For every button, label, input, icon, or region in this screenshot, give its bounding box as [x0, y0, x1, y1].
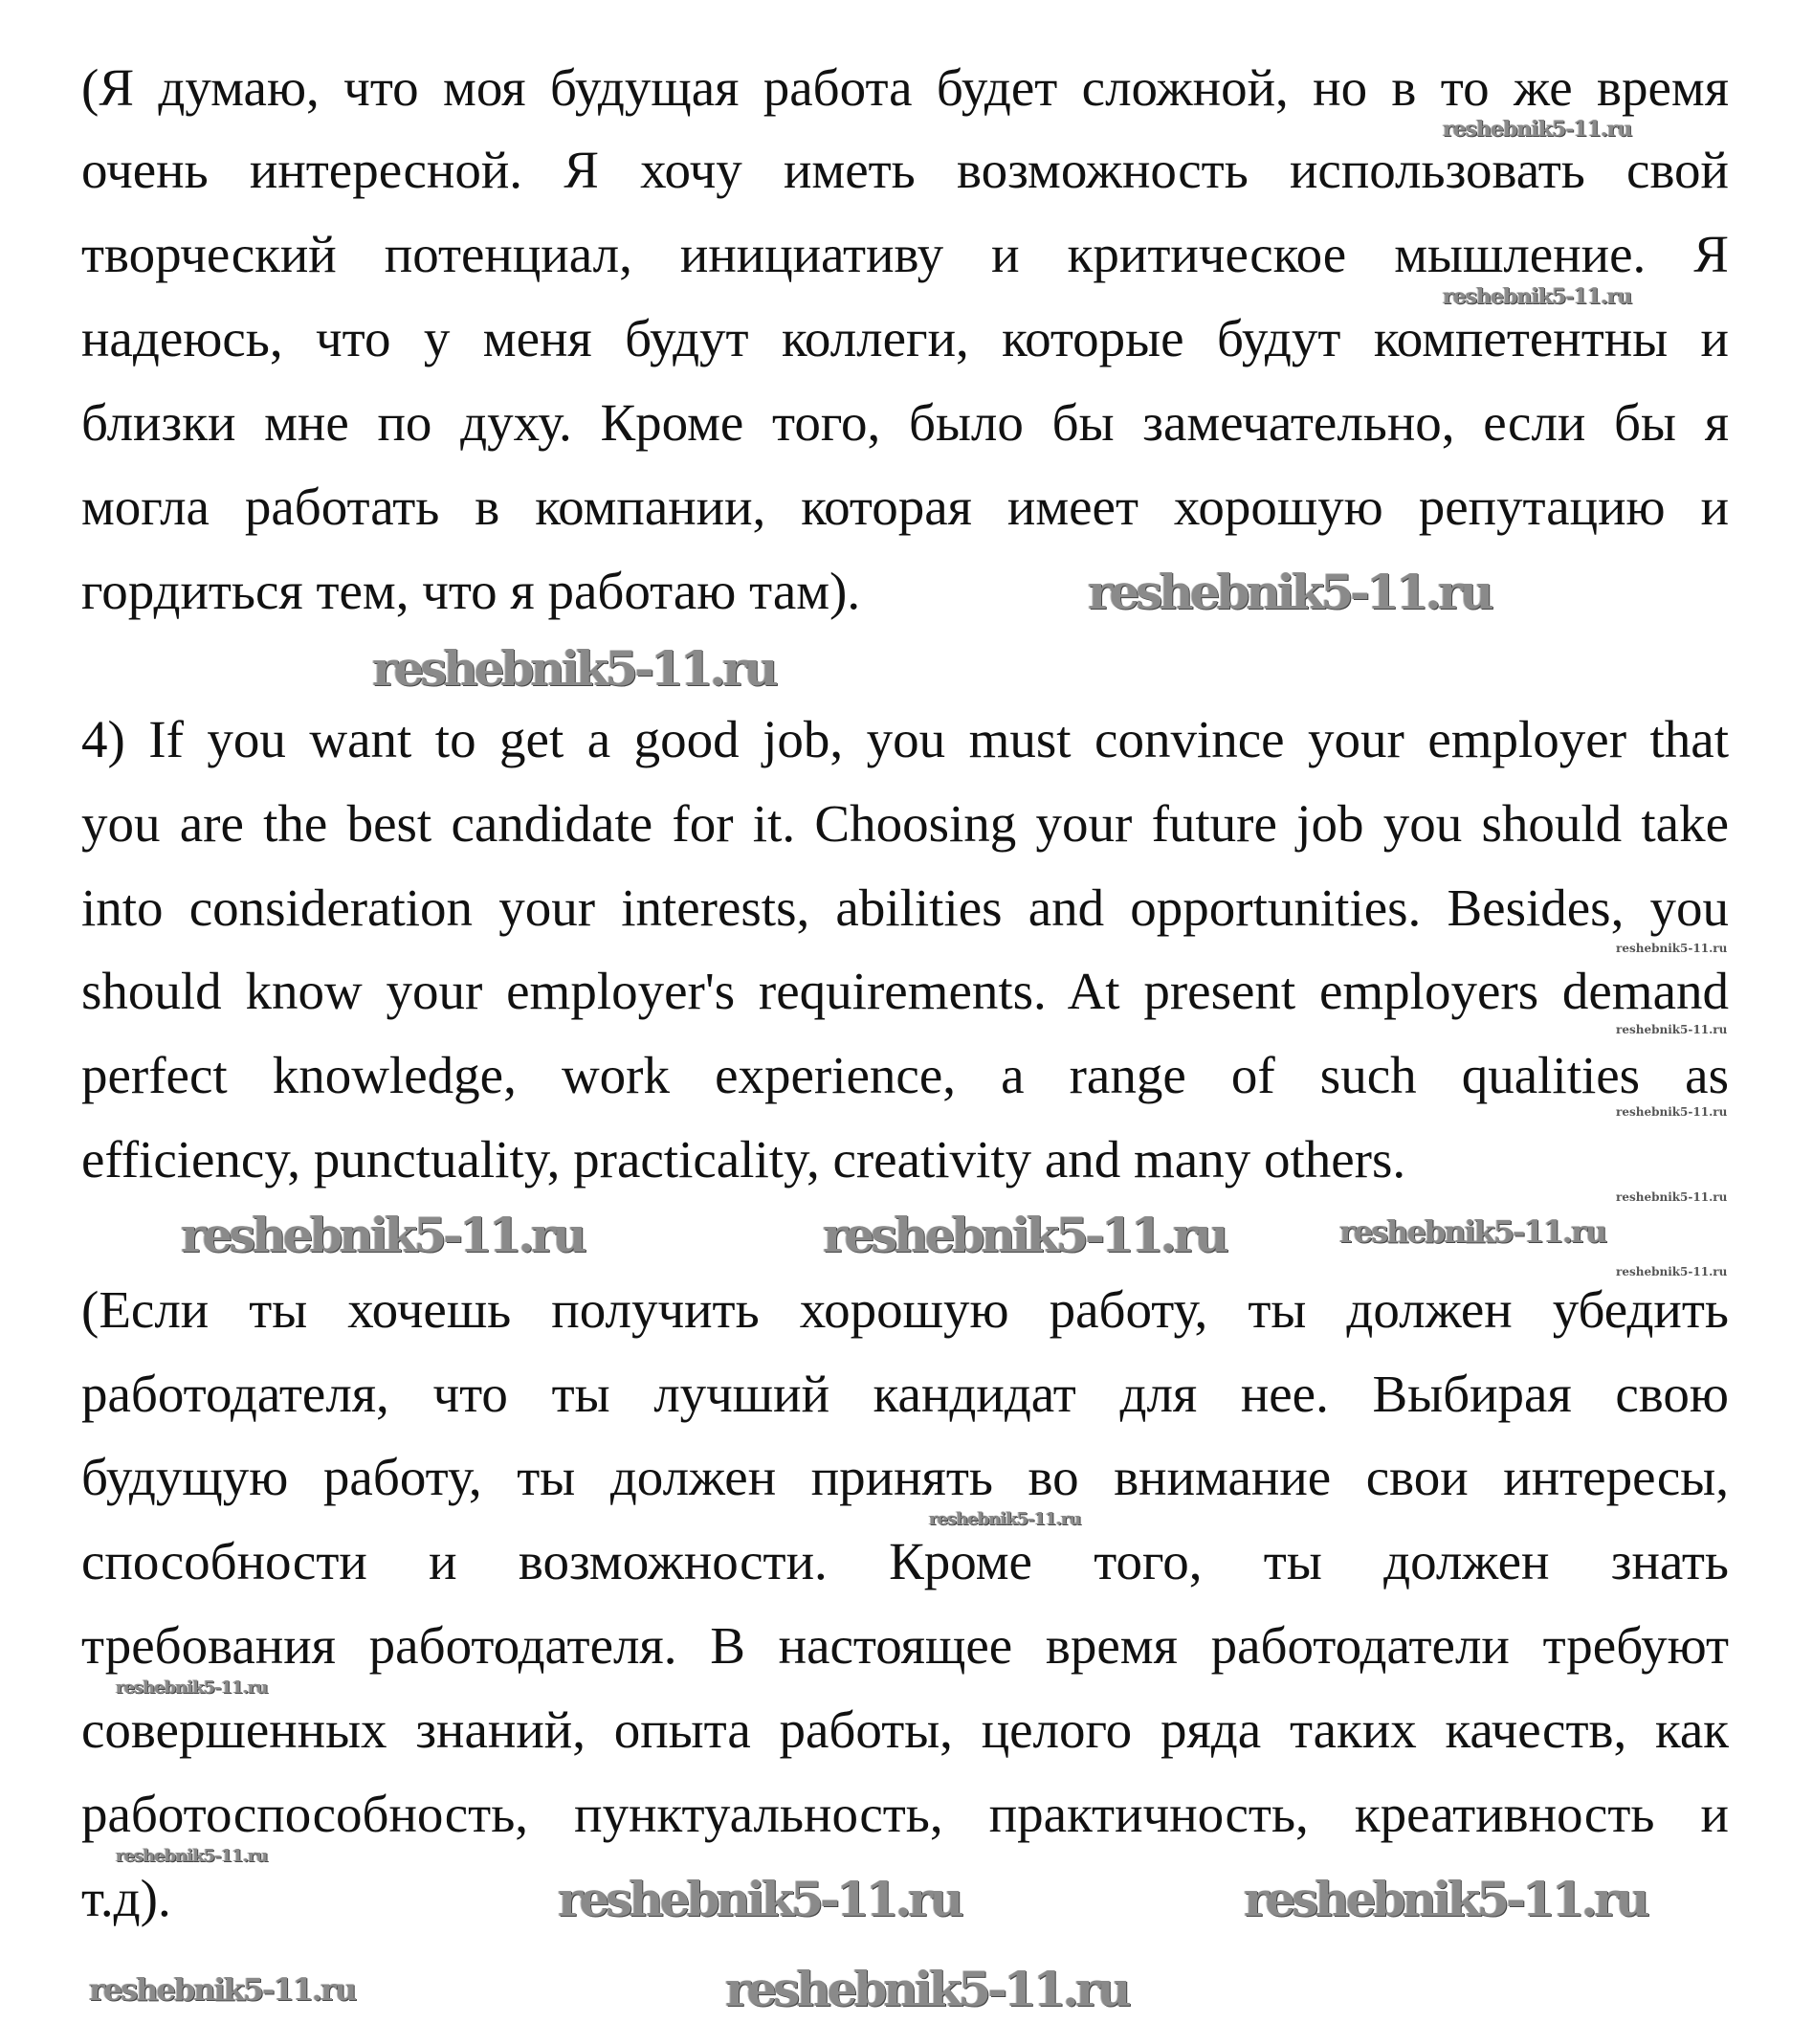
watermark: reshebnik5-11.ru	[558, 1871, 961, 1927]
text-line: т.д).	[81, 1869, 171, 1927]
watermark: reshebnik5-11.ru	[89, 1971, 356, 2008]
watermark: reshebnik5-11.ru	[1616, 1265, 1728, 1278]
watermark: reshebnik5-11.ru	[1339, 1213, 1606, 1250]
watermark: reshebnik5-11.ru	[1088, 564, 1491, 620]
text-line: perfect knowledge, work experience, a range of such qualities as	[81, 1046, 1729, 1104]
text-line: (Я думаю, что моя будущая работа будет сложной, но в то же время	[81, 58, 1729, 117]
watermark: reshebnik5-11.ru	[1443, 117, 1632, 142]
text-line: творческий потенциал, инициативу и критическое мышление. Я	[81, 225, 1729, 283]
watermark: reshebnik5-11.ru	[1244, 1871, 1647, 1927]
watermark: reshebnik5-11.ru	[181, 1207, 584, 1263]
watermark: reshebnik5-11.ru	[725, 1961, 1128, 2017]
text-line: требования работодателя. В настоящее время работодатели требуют	[81, 1616, 1729, 1675]
text-line: 4) If you want to get a good job, you must convince your employer that	[81, 710, 1729, 768]
text-line: близки мне по духу. Кроме того, было бы замечательно, если бы я	[81, 393, 1729, 452]
watermark: reshebnik5-11.ru	[1443, 284, 1632, 309]
watermark: reshebnik5-11.ru	[1616, 942, 1728, 955]
watermark: reshebnik5-11.ru	[116, 1677, 268, 1698]
text-line: should know your employer's requirements. At present employers demand	[81, 962, 1729, 1020]
watermark: reshebnik5-11.ru	[823, 1207, 1226, 1263]
watermark: reshebnik5-11.ru	[929, 1509, 1081, 1529]
text-line: работоспособность, пунктуальность, практичность, креативность и	[81, 1785, 1729, 1843]
text-line: могла работать в компании, которая имеет хорошую репутацию и	[81, 478, 1729, 536]
text-line: efficiency, punctuality, practicality, creativity and many others.	[81, 1130, 1406, 1189]
text-line: надеюсь, что у меня будут коллеги, которые будут компетентны и	[81, 309, 1729, 367]
text-line: работодателя, что ты лучший кандидат для нее. Выбирая свою	[81, 1365, 1729, 1423]
text-line: (Если ты хочешь получить хорошую работу, ты должен убедить	[81, 1280, 1729, 1339]
watermark: reshebnik5-11.ru	[372, 640, 775, 697]
text-line: очень интересной. Я хочу иметь возможность использовать свой	[81, 141, 1729, 199]
watermark: reshebnik5-11.ru	[1616, 1190, 1728, 1204]
text-line: способности и возможности. Кроме того, ты должен знать	[81, 1532, 1729, 1590]
text-line: into consideration your interests, abilities and opportunities. Besides, you	[81, 878, 1729, 937]
watermark: reshebnik5-11.ru	[1616, 1105, 1728, 1119]
text-line: совершенных знаний, опыта работы, целого ряда таких качеств, как	[81, 1700, 1729, 1759]
text-line: гордиться тем, что я работаю там).	[81, 562, 861, 620]
text-line: будущую работу, ты должен принять во внимание свои интересы,	[81, 1448, 1729, 1506]
watermark: reshebnik5-11.ru	[1616, 1023, 1728, 1036]
watermark: reshebnik5-11.ru	[116, 1846, 268, 1866]
text-line: you are the best candidate for it. Choosing your future job you should take	[81, 794, 1729, 853]
